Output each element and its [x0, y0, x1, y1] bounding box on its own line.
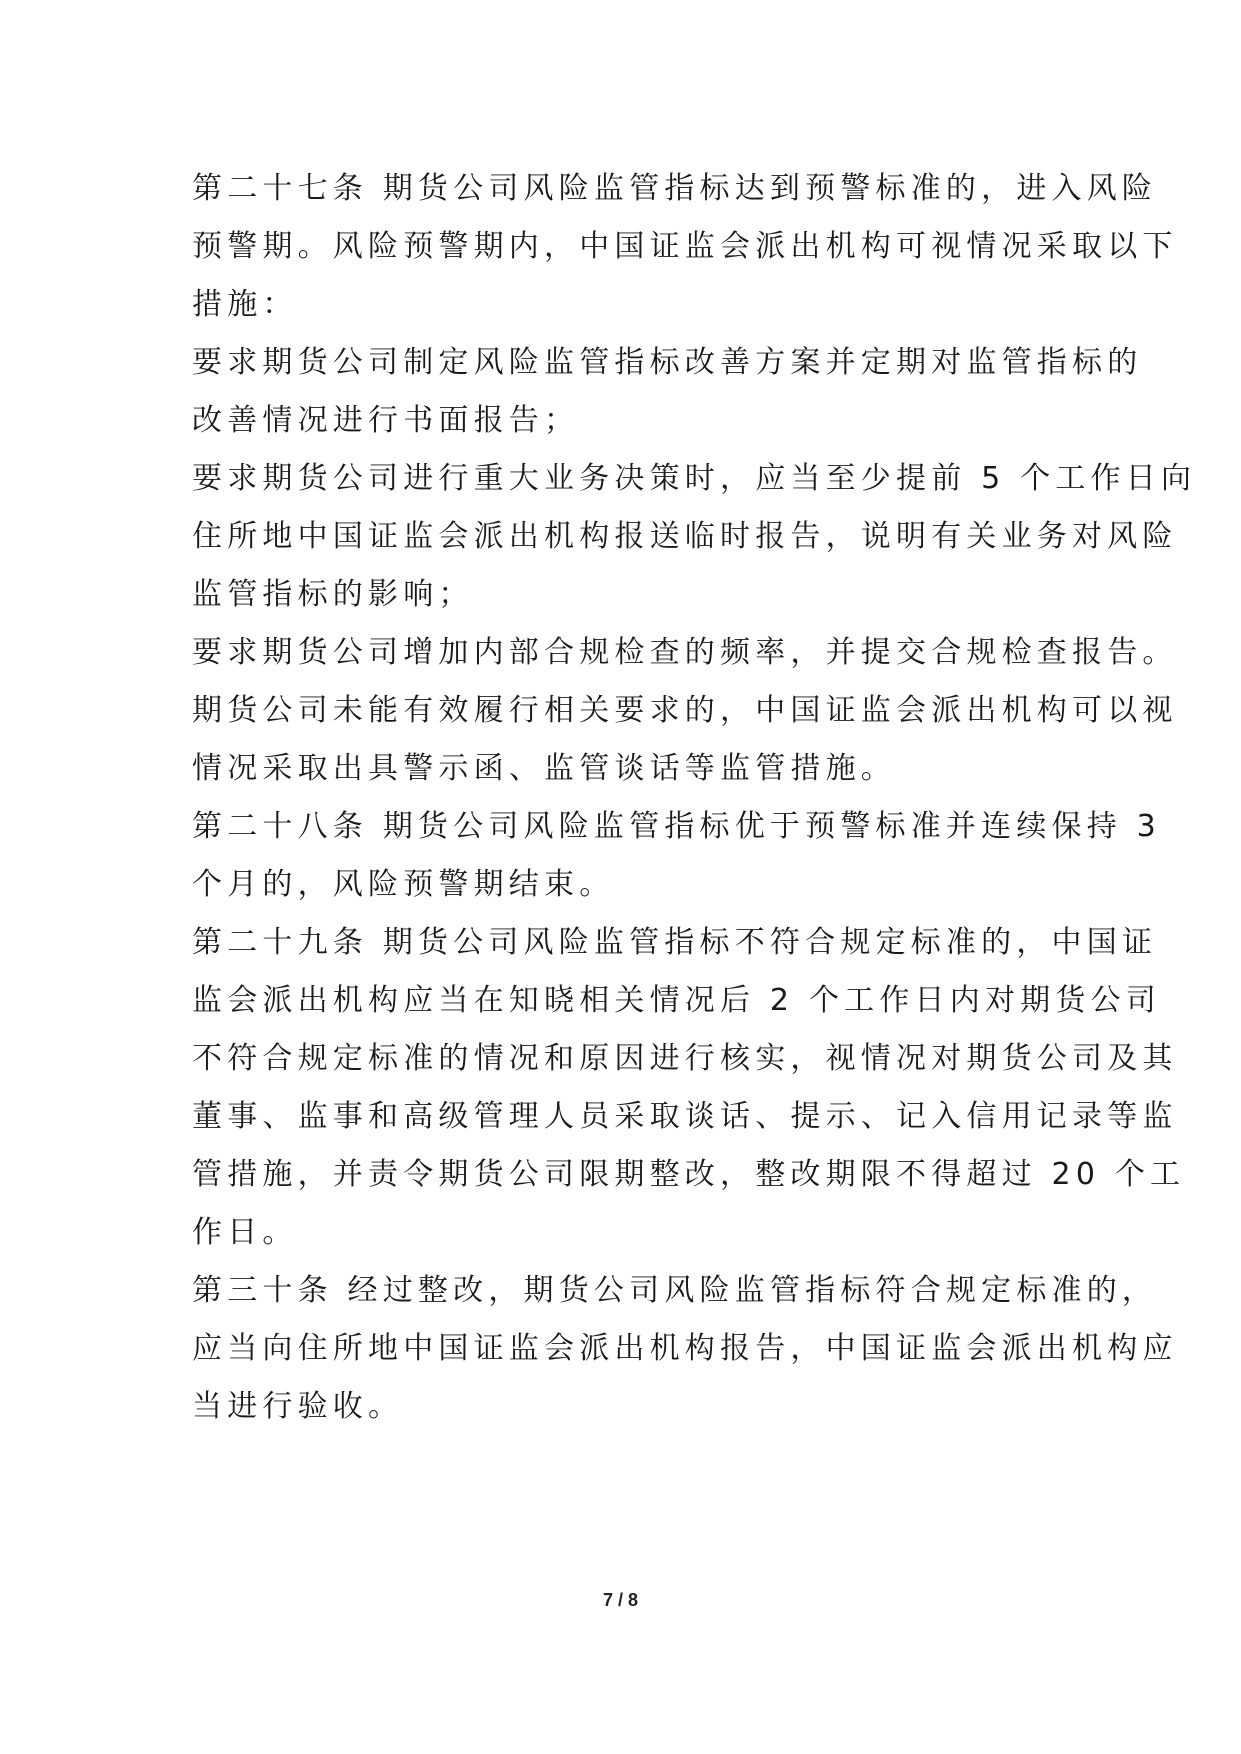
text-line: 要求期货公司增加内部合规检查的频率，并提交合规检查报告。 — [192, 635, 1178, 670]
text-line: 要求期货公司进行重大业务决策时，应当至少提前 5 个工作日向 — [192, 461, 1197, 496]
text-line: 监会派出机构应当在知晓相关情况后 2 个工作日内对期货公司 — [192, 983, 1161, 1018]
text-line: 个月的，风险预警期结束。 — [192, 867, 615, 902]
text-line: 管措施，并责令期货公司限期整改，整改期限不得超过 20 个工 — [192, 1157, 1186, 1192]
text-line: 住所地中国证监会派出机构报送临时报告，说明有关业务对风险 — [192, 519, 1178, 554]
text-line: 第三十条 经过整改，期货公司风险监管指标符合规定标准的， — [192, 1273, 1158, 1308]
text-line: 期货公司未能有效履行相关要求的，中国证监会派出机构可以视 — [192, 693, 1178, 728]
text-line: 监管指标的影响； — [192, 577, 474, 612]
document-body — [192, 160, 1197, 1436]
text-line: 预警期。风险预警期内，中国证监会派出机构可视情况采取以下 — [192, 229, 1178, 264]
text-line: 情况采取出具警示函、监管谈话等监管措施。 — [192, 751, 896, 786]
text-line: 作日。 — [192, 1215, 298, 1250]
text-line: 改善情况进行书面报告； — [192, 403, 580, 438]
page-number: 7 / 8 — [602, 1590, 639, 1610]
text-line: 应当向住所地中国证监会派出机构报告，中国证监会派出机构应 — [192, 1331, 1178, 1366]
text-line: 措施： — [192, 287, 298, 322]
text-line: 第二十八条 期货公司风险监管指标优于预警标准并连续保持 3 — [192, 809, 1161, 844]
text-line: 第二十九条 期货公司风险监管指标不符合规定标准的，中国证 — [192, 925, 1158, 960]
text-line: 第二十七条 期货公司风险监管指标达到预警标准的，进入风险 — [192, 171, 1158, 206]
text-line: 不符合规定标准的情况和原因进行核实，视情况对期货公司及其 — [192, 1041, 1178, 1076]
text-line: 当进行验收。 — [192, 1389, 404, 1424]
text-line: 要求期货公司制定风险监管指标改善方案并定期对监管指标的 — [192, 345, 1143, 380]
text-line: 董事、监事和高级管理人员采取谈话、提示、记入信用记录等监 — [192, 1099, 1178, 1134]
